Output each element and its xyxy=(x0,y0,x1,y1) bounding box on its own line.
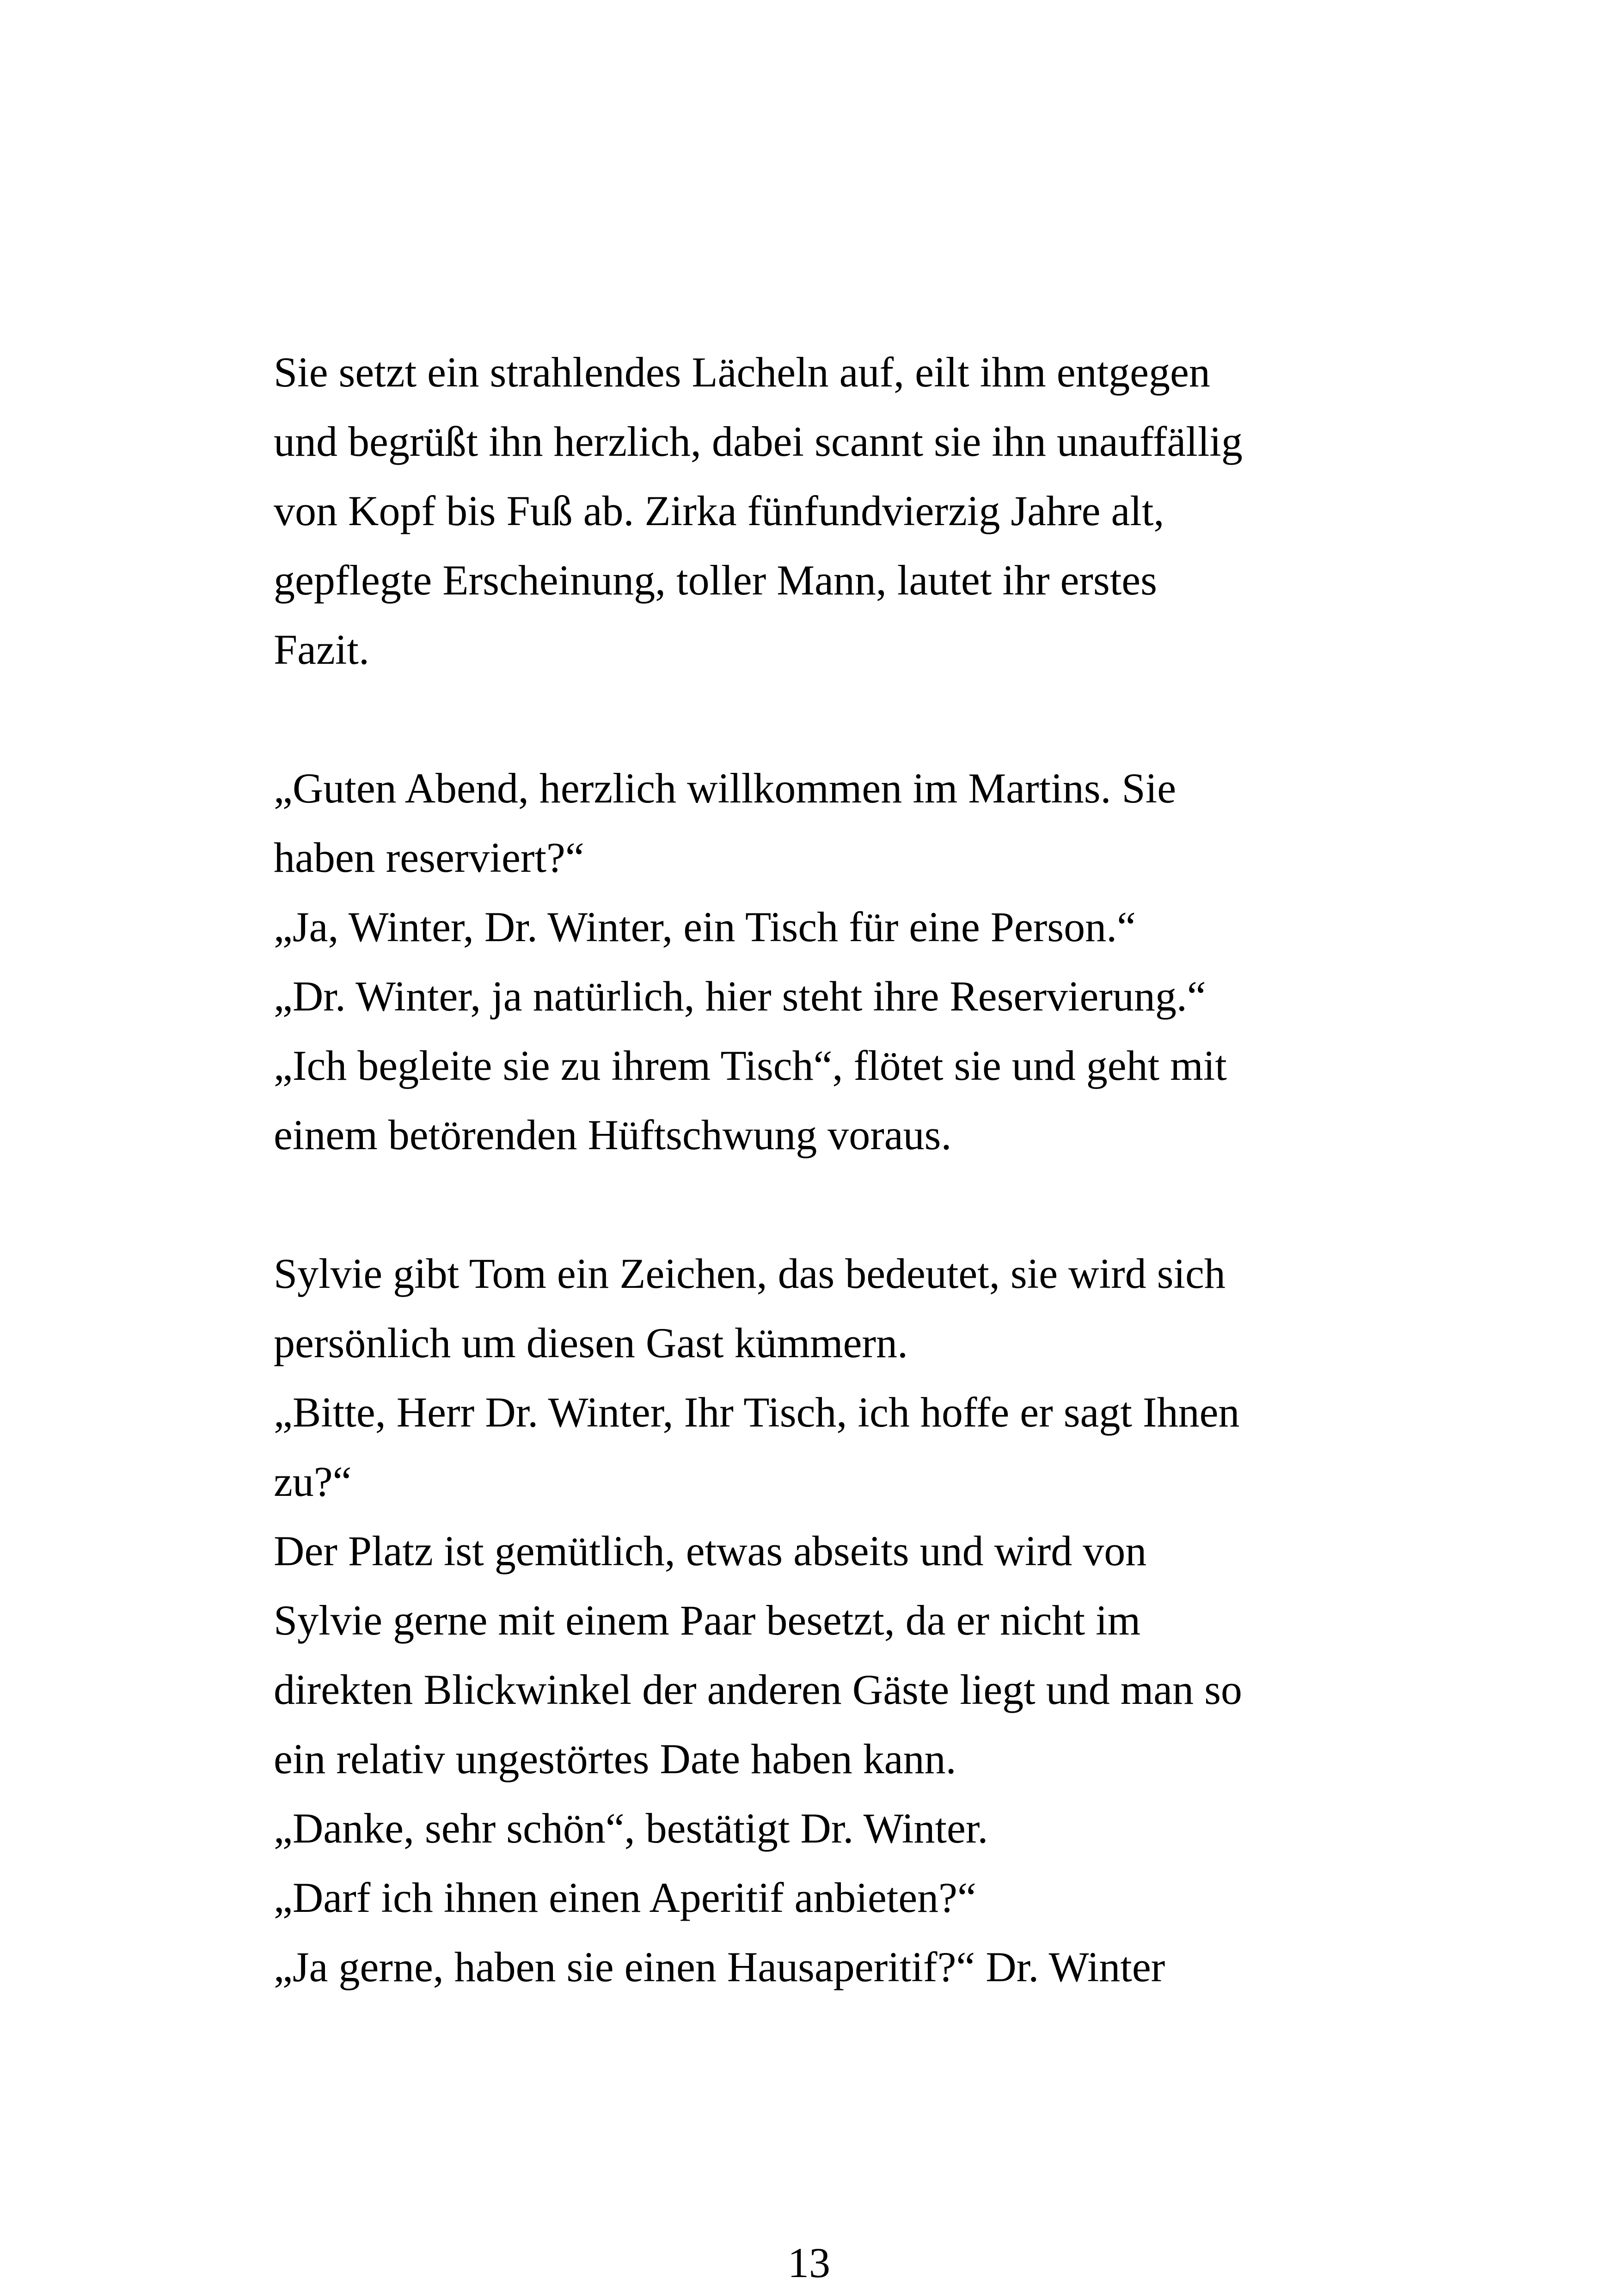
text-line: Der Platz ist gemütlich, etwas abseits und wird von xyxy=(274,1527,1147,1574)
text-line: „Darf ich ihnen einen Aperitif anbieten?“ xyxy=(274,1874,976,1921)
text-line: haben reserviert?“ xyxy=(274,834,584,881)
body-text xyxy=(274,337,1392,2002)
text-line: Sylvie gerne mit einem Paar besetzt, da er nicht im xyxy=(274,1597,1141,1644)
text-line: „Guten Abend, herzlich willkommen im Martins. Sie xyxy=(274,765,1177,812)
text-line: Sylvie gibt Tom ein Zeichen, das bedeutet, sie wird sich xyxy=(274,1250,1226,1297)
text-line: zu?“ xyxy=(274,1458,352,1505)
text-line: „Ich begleite sie zu ihrem Tisch“, flötet sie und geht mit xyxy=(274,1042,1227,1089)
page-number: 13 xyxy=(788,2239,830,2286)
text-line: „Ja gerne, haben sie einen Hausaperitif?“ Dr. Winter xyxy=(274,1943,1165,1990)
text-line: gepflegte Erscheinung, toller Mann, lautet ihr erstes xyxy=(274,557,1157,604)
text-line: Sie setzt ein strahlendes Lächeln auf, eilt ihm entgegen xyxy=(274,349,1210,396)
text-line: „Dr. Winter, ja natürlich, hier steht ihre Reservierung.“ xyxy=(274,973,1206,1020)
text-line: „Ja, Winter, Dr. Winter, ein Tisch für eine Person.“ xyxy=(274,903,1136,950)
text-line: „Bitte, Herr Dr. Winter, Ihr Tisch, ich hoffe er sagt Ihnen xyxy=(274,1389,1240,1436)
text-line: und begrüßt ihn herzlich, dabei scannt sie ihn unauffällig xyxy=(274,418,1243,465)
text-line: „Danke, sehr schön“, bestätigt Dr. Winter. xyxy=(274,1805,988,1852)
text-line: direkten Blickwinkel der anderen Gäste liegt und man so xyxy=(274,1666,1242,1713)
text-line: einem betörenden Hüftschwung voraus. xyxy=(274,1111,952,1158)
text-line: persönlich um diesen Gast kümmern. xyxy=(274,1319,908,1366)
text-line: von Kopf bis Fuß ab. Zirka fünfundvierzig Jahre alt, xyxy=(274,487,1164,534)
text-line: Fazit. xyxy=(274,626,369,673)
paragraph-gap xyxy=(274,684,1392,753)
paragraph-gap xyxy=(274,1169,1392,1239)
text-line: ein relativ ungestörtes Date haben kann. xyxy=(274,1735,956,1782)
